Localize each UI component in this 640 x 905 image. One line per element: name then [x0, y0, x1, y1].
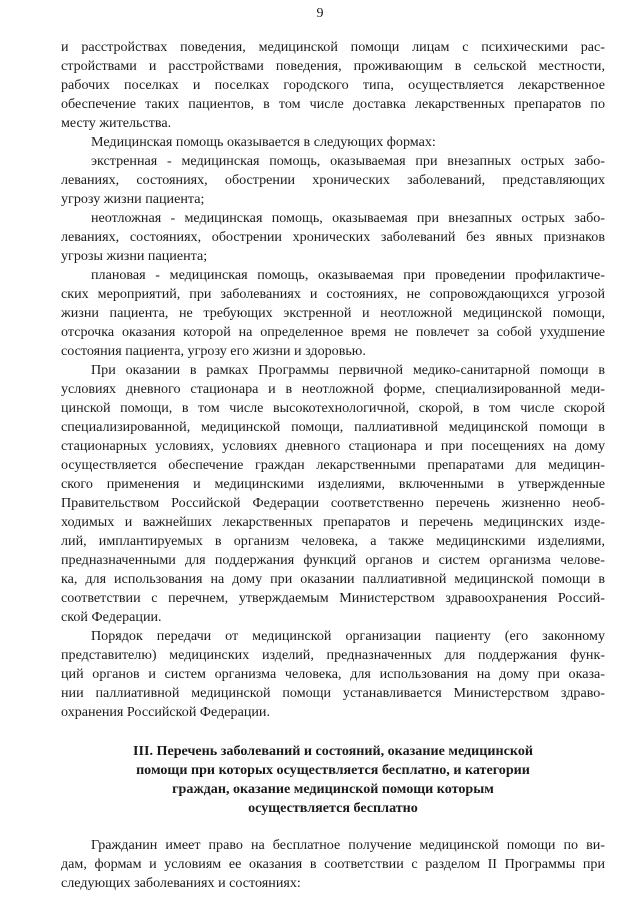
text-line: ской Федерации. — [61, 609, 162, 625]
text-line: экстренная - медицинская помощь, оказываемая при внезапных острых забо- — [91, 153, 605, 169]
text-line: условиях дневного стационара и в неотложной форме, специализированной меди- — [61, 381, 605, 397]
text-line: месту жительства. — [61, 115, 172, 131]
heading-line: осуществляется бесплатно — [248, 800, 418, 816]
text-line: специализированной, медицинской помощи, паллиативной медицинской помощи в — [61, 419, 605, 435]
text-line: жизни пациента, не требующих экстренной и неотложной медицинской помощи, — [61, 305, 605, 321]
text-line: состояния пациента, угрозу его жизни и здоровью. — [61, 343, 366, 359]
heading-line: III. Перечень заболеваний и состояний, оказание медицинской — [132, 743, 534, 759]
text-line: Правительством Российской Федерации соответственно перечень жизненно необ- — [61, 495, 605, 511]
text-line: обеспечение таких пациентов, в том числе доставка лекарственных препаратов по — [61, 96, 605, 112]
text-line: осуществляется обеспечение граждан лекарственными препаратами для медицин- — [61, 457, 605, 473]
text-line: охранения Российской Федерации. — [61, 704, 270, 720]
heading-line: помощи при которых осуществляется бесплатно, и категории — [136, 762, 530, 778]
text-line: Порядок передачи от медицинской организации пациенту (его законному — [91, 628, 605, 644]
text-line: ского применения и медицинскими изделиями, включенными в утвержденные — [61, 476, 605, 492]
text-line: и расстройствах поведения, медицинской помощи лицам с психическими рас- — [61, 39, 605, 55]
text-line: стационарных условиях, условиях дневного стационара и при посещениях на дому — [61, 438, 605, 454]
text-line: следующих заболеваниях и состояниях: — [61, 875, 301, 891]
text-line: нии паллиативной медицинской помощи устанавливается Министерством здраво- — [61, 685, 605, 701]
text-line: угрозы жизни пациента; — [61, 248, 208, 264]
text-line: ских мероприятий, при заболеваниях и состояниях, не сопровождающихся угрозой — [61, 286, 605, 302]
text-line: рабочих поселках и поселках городского типа, осуществляется лекарственное — [61, 77, 605, 93]
text-line: предназначенными для поддержания функций органов и систем организма челове- — [61, 552, 605, 568]
text-line: ций органов и систем организма человека, для использования на дому при оказа- — [61, 666, 605, 682]
text-line: угрозу жизни пациента; — [61, 191, 205, 207]
text-line: дам, формам и условиям ее оказания в соответствии с разделом II Программы при — [61, 856, 605, 872]
page-number: 9 — [316, 6, 324, 21]
text-line: Гражданин имеет право на бесплатное получение медицинской помощи по ви- — [91, 837, 605, 853]
text-line: цинской помощи, в том числе высокотехнологичной, скорой, в том числе скорой — [61, 400, 605, 416]
text-line: представителю) медицинских изделий, предназначенных для поддержания функ- — [61, 647, 605, 663]
text-line: соответствии с перечнем, утверждаемым Министерством здравоохранения Россий- — [61, 590, 605, 606]
heading-line: граждан, оказание медицинской помощи которым — [172, 781, 494, 797]
text-line: леваниях, состояниях, обострении хронических заболеваний, представляющих — [61, 172, 605, 188]
text-line: плановая - медицинская помощь, оказываемая при проведении профилактиче- — [91, 267, 605, 283]
text-line: Медицинская помощь оказывается в следующих формах: — [91, 134, 436, 150]
text-line: При оказании в рамках Программы первичной медико-санитарной помощи в — [91, 362, 605, 378]
text-line: ходимых и важнейших лекарственных препаратов и перечень медицинских изде- — [61, 514, 605, 530]
text-line: леваниях, состояниях, обострении хронических заболеваний без явных признаков — [61, 229, 605, 245]
text-line: стройствами и расстройствами поведения, проживающим в сельской местности, — [61, 58, 605, 74]
text-line: неотложная - медицинская помощь, оказываемая при внезапных острых забо- — [91, 210, 605, 226]
text-line: ка, для использования на дому при оказании паллиативной медицинской помощи в — [61, 571, 605, 587]
text-line: отсрочка оказания которой на определенное время не повлечет за собой ухудшение — [61, 324, 605, 340]
text-line: лий, имплантируемых в организм человека, а также медицинскими изделиями, — [61, 533, 605, 549]
